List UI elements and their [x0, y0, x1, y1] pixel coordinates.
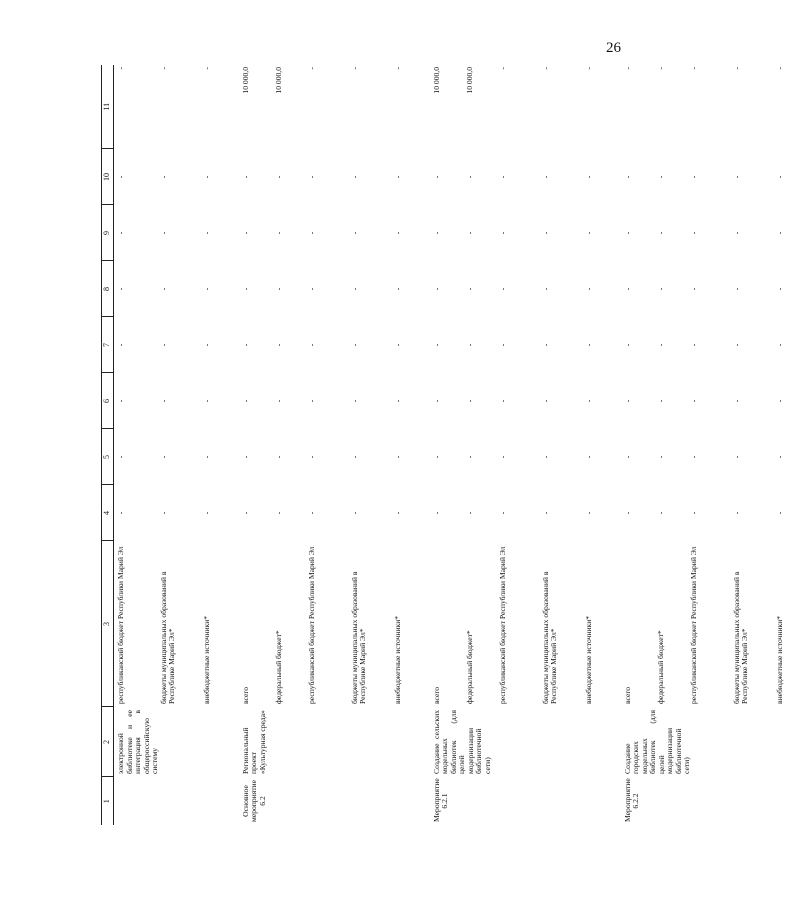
- value-cell: -: [688, 231, 698, 235]
- column-header: 5: [102, 429, 114, 485]
- value-cell: -: [392, 511, 402, 515]
- funding-source-cell: бюджеты муниципальных образований в Республике Марий Эл*: [540, 571, 558, 704]
- value-cell: -: [349, 175, 359, 179]
- measure-code-cell: Мероприятие 6.2.2: [622, 778, 640, 822]
- value-cell: -: [688, 399, 698, 403]
- funding-source-cell: республиканский бюджет Республики Марий Эл: [306, 546, 316, 704]
- value-cell: -: [497, 399, 507, 403]
- value-cell: -: [349, 511, 359, 515]
- value-cell: -: [655, 399, 665, 403]
- value-cell: -: [583, 455, 593, 459]
- value-cell: -: [583, 175, 593, 179]
- value-cell: -: [158, 287, 168, 291]
- funding-source-cell: федеральный бюджет*: [273, 630, 283, 704]
- column-header: 10: [102, 149, 114, 205]
- value-cell: -: [116, 67, 125, 70]
- value-cell: -: [240, 399, 250, 403]
- value-cell: -: [731, 175, 741, 179]
- funding-source-cell: федеральный бюджет*: [464, 630, 474, 704]
- value-cell: -: [540, 175, 550, 179]
- value-cell: -: [158, 455, 168, 459]
- value-cell: -: [201, 511, 211, 515]
- value-cell: -: [655, 67, 665, 70]
- value-cell: -: [349, 67, 359, 70]
- value-cell: -: [497, 287, 507, 291]
- value-cell: -: [540, 399, 550, 403]
- value-cell: -: [622, 67, 632, 70]
- value-cell: -: [240, 231, 250, 235]
- table-row: [621, 65, 654, 825]
- value-cell: -: [306, 511, 316, 515]
- value-cell: -: [116, 287, 125, 291]
- value-cell: -: [306, 67, 316, 70]
- value-cell: -: [201, 67, 211, 70]
- funding-source-cell: всего: [622, 686, 632, 704]
- measure-code-cell: Основное мероприятие 6.2: [240, 780, 267, 822]
- value-cell: -: [158, 399, 168, 403]
- value-cell: -: [497, 455, 507, 459]
- value-cell: -: [497, 231, 507, 235]
- value-cell: -: [688, 343, 698, 347]
- value-cell: -: [240, 287, 250, 291]
- column-header: 6: [102, 373, 114, 429]
- column-header: 1: [102, 777, 114, 825]
- value-cell: -: [116, 455, 125, 459]
- value-cell: -: [583, 511, 593, 515]
- value-cell: -: [540, 287, 550, 291]
- table-row: [430, 65, 463, 825]
- value-cell: -: [497, 511, 507, 515]
- value-cell: -: [392, 343, 402, 347]
- value-cell: -: [688, 287, 698, 291]
- page-number: 26: [606, 40, 621, 56]
- value-cell: -: [497, 343, 507, 347]
- column-header: 4: [102, 485, 114, 541]
- value-cell: -: [349, 343, 359, 347]
- value-cell: -: [392, 455, 402, 459]
- budget-table: [101, 65, 806, 825]
- value-cell: -: [201, 287, 211, 291]
- value-cell: -: [392, 67, 402, 70]
- value-cell: -: [240, 175, 250, 179]
- value-cell: -: [116, 511, 125, 515]
- value-cell: -: [540, 455, 550, 459]
- value-cell: -: [273, 231, 283, 235]
- value-cell: -: [655, 175, 665, 179]
- measure-name-cell: электронной библиотеке и ее интеграция в общероссийскую систему: [116, 710, 159, 774]
- value-cell: -: [774, 455, 784, 459]
- value-cell: -: [431, 511, 441, 515]
- value-cell: -: [731, 231, 741, 235]
- value-cell: -: [349, 399, 359, 403]
- value-cell: -: [688, 175, 698, 179]
- funding-source-cell: федеральный бюджет*: [655, 630, 665, 704]
- value-cell: -: [497, 175, 507, 179]
- funding-source-cell: всего: [431, 686, 441, 704]
- value-cell: -: [306, 175, 316, 179]
- value-cell: -: [688, 511, 698, 515]
- value-cell: -: [774, 343, 784, 347]
- measure-name-cell: Региональный проект «Культурная среда»: [240, 710, 267, 774]
- funding-source-cell: всего: [240, 686, 250, 704]
- value-cell: -: [774, 231, 784, 235]
- value-cell: -: [540, 511, 550, 515]
- column-header: 7: [102, 317, 114, 373]
- value-cell: -: [273, 399, 283, 403]
- value-cell: -: [201, 343, 211, 347]
- rotated-table-container: [101, 65, 784, 825]
- value-cell: -: [655, 455, 665, 459]
- value-cell: -: [622, 175, 632, 179]
- measure-code-cell: Мероприятие 6.2.1: [431, 778, 449, 822]
- funding-source-cell: республиканский бюджет Республики Марий Эл: [688, 546, 698, 704]
- column-header: 3: [102, 541, 114, 707]
- funding-source-cell: бюджеты муниципальных образований в Республике Марий Эл*: [158, 571, 176, 704]
- column-header: 8: [102, 261, 114, 317]
- value-cell: -: [464, 399, 474, 403]
- value-cell: -: [583, 287, 593, 291]
- funding-source-cell: республиканский бюджет Республики Марий Эл: [497, 546, 507, 704]
- value-cell: 10 000,0: [431, 67, 441, 94]
- value-cell: -: [306, 399, 316, 403]
- value-cell: -: [655, 287, 665, 291]
- value-cell: -: [464, 231, 474, 235]
- value-cell: -: [158, 175, 168, 179]
- value-cell: -: [201, 175, 211, 179]
- value-cell: -: [273, 287, 283, 291]
- value-cell: -: [158, 231, 168, 235]
- funding-source-cell: бюджеты муниципальных образований в Республике Марий Эл*: [731, 571, 749, 704]
- value-cell: -: [731, 287, 741, 291]
- value-cell: 10 000,0: [240, 67, 250, 94]
- value-cell: -: [540, 67, 550, 70]
- value-cell: -: [464, 455, 474, 459]
- funding-source-cell: бюджеты муниципальных образований в Республике Марий Эл*: [349, 571, 367, 704]
- value-cell: -: [622, 455, 632, 459]
- value-cell: -: [431, 343, 441, 347]
- value-cell: -: [306, 287, 316, 291]
- value-cell: -: [731, 399, 741, 403]
- funding-source-cell: республиканский бюджет Республики Марий Эл: [116, 546, 125, 704]
- value-cell: -: [655, 231, 665, 235]
- value-cell: -: [349, 231, 359, 235]
- value-cell: -: [731, 455, 741, 459]
- value-cell: -: [464, 343, 474, 347]
- value-cell: -: [392, 175, 402, 179]
- value-cell: -: [774, 67, 784, 70]
- value-cell: -: [306, 343, 316, 347]
- value-cell: -: [273, 343, 283, 347]
- value-cell: -: [774, 175, 784, 179]
- value-cell: -: [622, 231, 632, 235]
- value-cell: -: [201, 399, 211, 403]
- value-cell: -: [392, 287, 402, 291]
- value-cell: -: [464, 511, 474, 515]
- value-cell: -: [158, 511, 168, 515]
- value-cell: -: [431, 399, 441, 403]
- header-row: [102, 65, 114, 825]
- value-cell: -: [731, 343, 741, 347]
- value-cell: -: [774, 287, 784, 291]
- value-cell: -: [349, 287, 359, 291]
- value-cell: -: [158, 67, 168, 70]
- funding-source-cell: внебюджетные источники*: [774, 615, 784, 704]
- measure-code-cell: [114, 777, 233, 825]
- value-cell: -: [622, 399, 632, 403]
- column-header: 11: [102, 65, 114, 149]
- value-cell: -: [116, 399, 125, 403]
- value-cell: -: [116, 175, 125, 179]
- value-cell: -: [583, 343, 593, 347]
- funding-source-cell: внебюджетные источники*: [201, 615, 211, 704]
- value-cell: -: [655, 343, 665, 347]
- value-cell: -: [583, 67, 593, 70]
- value-cell: -: [497, 67, 507, 70]
- value-cell: -: [431, 231, 441, 235]
- value-cell: -: [306, 455, 316, 459]
- value-cell: -: [583, 399, 593, 403]
- column-header: 2: [102, 707, 114, 777]
- table-body: [114, 65, 806, 825]
- value-cell: -: [583, 231, 593, 235]
- value-cell: -: [655, 511, 665, 515]
- value-cell: -: [688, 67, 698, 70]
- value-cell: -: [158, 343, 168, 347]
- value-cell: -: [731, 67, 741, 70]
- value-cell: -: [273, 511, 283, 515]
- value-cell: -: [622, 511, 632, 515]
- value-cell: -: [201, 231, 211, 235]
- value-cell: -: [622, 343, 632, 347]
- value-cell: -: [116, 343, 125, 347]
- value-cell: -: [431, 175, 441, 179]
- value-cell: -: [116, 231, 125, 235]
- value-cell: -: [622, 287, 632, 291]
- measure-name-cell: Создание сельских модельных библиотек (для целей модернизации библиотечной сети): [431, 710, 492, 774]
- column-header: 9: [102, 205, 114, 261]
- value-cell: -: [774, 399, 784, 403]
- value-cell: -: [464, 175, 474, 179]
- table-row: [239, 65, 272, 825]
- value-cell: -: [273, 175, 283, 179]
- value-cell: 10 000,0: [273, 67, 283, 94]
- value-cell: -: [392, 231, 402, 235]
- value-cell: -: [688, 455, 698, 459]
- value-cell: -: [273, 455, 283, 459]
- table-row: [114, 65, 157, 825]
- value-cell: -: [240, 511, 250, 515]
- value-cell: -: [240, 455, 250, 459]
- value-cell: -: [201, 455, 211, 459]
- value-cell: -: [392, 399, 402, 403]
- value-cell: -: [464, 287, 474, 291]
- value-cell: 10 000,0: [464, 67, 474, 94]
- value-cell: -: [306, 231, 316, 235]
- value-cell: -: [349, 455, 359, 459]
- value-cell: -: [240, 343, 250, 347]
- funding-source-cell: внебюджетные источники*: [583, 615, 593, 704]
- value-cell: -: [431, 287, 441, 291]
- measure-name-cell: Создание городских модельных библиотек (для целей модернизации библиотечной сети): [622, 710, 691, 774]
- value-cell: -: [774, 511, 784, 515]
- funding-source-cell: внебюджетные источники*: [392, 615, 402, 704]
- value-cell: -: [540, 343, 550, 347]
- value-cell: -: [431, 455, 441, 459]
- value-cell: -: [540, 231, 550, 235]
- value-cell: -: [731, 511, 741, 515]
